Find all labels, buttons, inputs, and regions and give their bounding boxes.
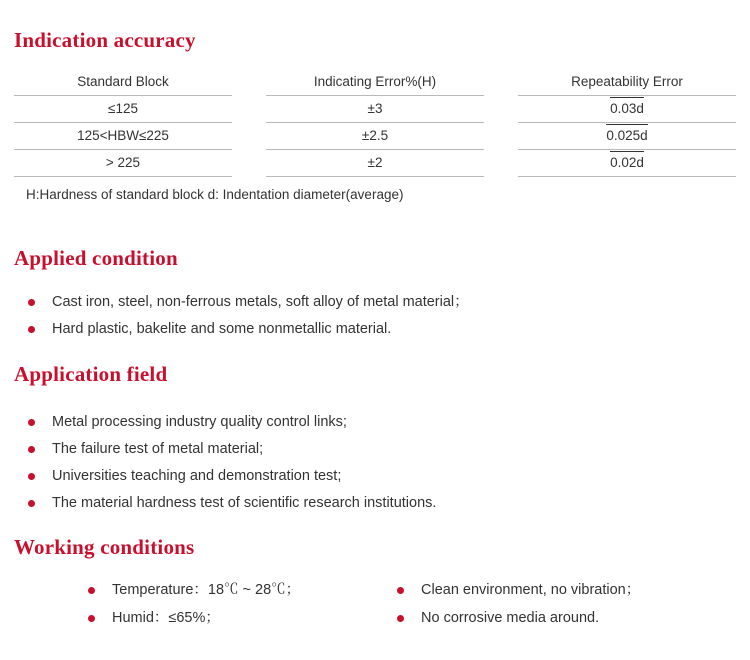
bullet-dot-icon xyxy=(88,615,95,622)
section-working-conditions xyxy=(14,535,736,632)
table-cell-repeat-2 xyxy=(518,123,736,150)
application-field-list xyxy=(14,409,736,517)
column-header-repeatability-error: Repeatability Error xyxy=(518,69,736,96)
list-item-label: Metal processing industry quality control links; xyxy=(52,414,347,430)
section-indication-accuracy xyxy=(14,28,736,202)
list-item xyxy=(14,463,736,490)
table-cell-block-2: 125<HBW≤225 xyxy=(14,123,232,150)
bullet-dot-icon xyxy=(88,587,95,594)
section-applied-condition xyxy=(14,246,736,343)
list-item-label: No corrosive media around. xyxy=(421,610,600,626)
accuracy-column-standard-block xyxy=(14,69,232,177)
list-item xyxy=(14,316,736,343)
list-item xyxy=(14,289,736,316)
section-title-indication-accuracy: Indication accuracy xyxy=(14,28,196,52)
list-item-label: Universities teaching and demonstration test; xyxy=(52,468,342,484)
working-conditions-left-column xyxy=(14,576,375,632)
bullet-dot-icon xyxy=(28,446,35,453)
section-title-application-field: Application field xyxy=(14,362,168,386)
bullet-dot-icon xyxy=(28,419,35,426)
table-cell-block-3: > 225 xyxy=(14,150,232,177)
accuracy-footnote: H:Hardness of standard block d: Indentation diameter(average) xyxy=(26,187,404,202)
accuracy-column-indicating-error xyxy=(266,69,484,177)
repeat-value-3: 0.02d xyxy=(610,150,644,176)
column-header-standard-block: Standard Block xyxy=(14,69,232,96)
working-conditions-columns xyxy=(14,576,736,632)
applied-condition-list xyxy=(14,289,736,343)
list-item xyxy=(14,436,736,463)
list-item-label: Temperature：18℃ ~ 28℃； xyxy=(112,582,301,598)
list-item-label: Humid：≤65%； xyxy=(112,610,220,626)
bullet-dot-icon xyxy=(28,299,35,306)
accuracy-column-repeatability-error xyxy=(518,69,736,177)
bullet-dot-icon xyxy=(28,500,35,507)
bullet-dot-icon xyxy=(397,587,404,594)
list-item-label: Hard plastic, bakelite and some nonmetallic material. xyxy=(52,321,392,337)
section-title-working-conditions: Working conditions xyxy=(14,535,195,559)
table-cell-repeat-3 xyxy=(518,150,736,177)
working-conditions-right-list xyxy=(375,576,736,632)
list-item-label: Clean environment, no vibration； xyxy=(421,582,641,598)
list-item xyxy=(14,604,375,632)
list-item-label: Cast iron, steel, non-ferrous metals, soft alloy of metal material； xyxy=(52,294,469,310)
list-item-label: The material hardness test of scientific research institutions. xyxy=(52,495,437,511)
list-item xyxy=(375,576,736,604)
table-cell-error-3: ±2 xyxy=(266,150,484,177)
indication-accuracy-table xyxy=(14,69,736,177)
repeat-value-1: 0.03d xyxy=(610,96,644,122)
working-conditions-left-list xyxy=(14,576,375,632)
bullet-dot-icon xyxy=(397,615,404,622)
section-title-applied-condition: Applied condition xyxy=(14,246,178,270)
table-cell-error-1: ±3 xyxy=(266,96,484,123)
list-item-label: The failure test of metal material; xyxy=(52,441,264,457)
list-item xyxy=(14,409,736,436)
bullet-dot-icon xyxy=(28,326,35,333)
table-cell-block-1: ≤125 xyxy=(14,96,232,123)
column-header-indicating-error: Indicating Error%(H) xyxy=(266,69,484,96)
list-item xyxy=(14,576,375,604)
list-item xyxy=(375,604,736,632)
section-application-field xyxy=(14,362,736,517)
table-cell-repeat-1 xyxy=(518,96,736,123)
working-conditions-right-column xyxy=(375,576,736,632)
list-item xyxy=(14,490,736,517)
repeat-value-2: 0.025d xyxy=(606,123,647,149)
bullet-dot-icon xyxy=(28,473,35,480)
table-cell-error-2: ±2.5 xyxy=(266,123,484,150)
